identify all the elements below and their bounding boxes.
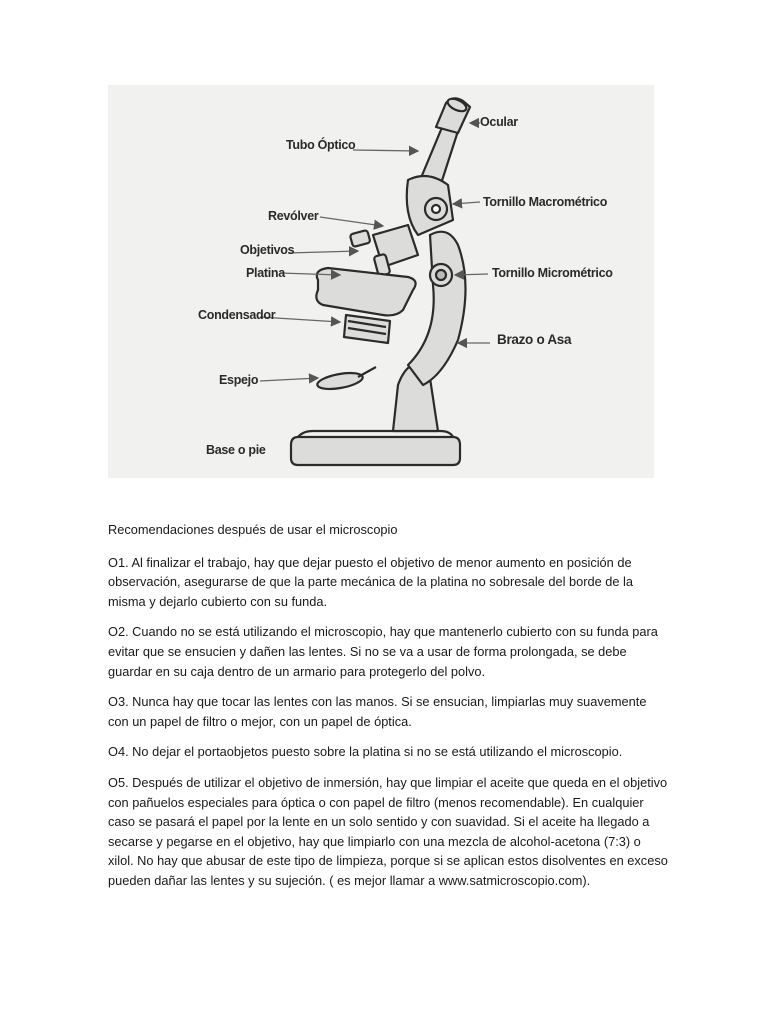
label-condensador: Condensador (198, 308, 276, 322)
label-tornillo-micrometrico: Tornillo Micrométrico (492, 266, 613, 280)
label-espejo: Espejo (219, 373, 259, 387)
microscope-diagram (108, 85, 654, 478)
paragraph-o4: O4. No dejar el portaobjetos puesto sobre la platina si no se está utilizando el microscopio. (108, 744, 623, 760)
label-base-o-pie: Base o pie (206, 443, 266, 457)
section-heading: Recomendaciones después de usar el microscopio (108, 522, 398, 537)
label-revolver: Revólver (268, 209, 319, 223)
paragraph-o5: O5. Después de utilizar el objetivo de inmersión, hay que limpiar el aceite que queda en el objetivo con pañuelos especiales para óptica o con papel de filtro (menos recomendable). En cualquier caso se pasará el papel por la lente en un solo sentido y con suavidad. Si el aceite ha llegado a secarse y pegarse en el objetivo, hay que limpiarlo con una mezcla de alcohol-acetona (7:3) o xilol. No hay que abusar de este tipo de limpieza, porque si se aplican estos disolventes en exceso pueden dañar las lentes y su sujeción. ( es mejor llamar a www.satmicroscopio.com). (108, 774, 668, 888)
label-brazo-o-asa: Brazo o Asa (497, 332, 572, 347)
label-platina: Platina (246, 266, 285, 280)
label-tornillo-macrometrico: Tornillo Macrométrico (483, 195, 608, 209)
microscope-illustration (108, 85, 654, 478)
paragraph-o3: O3. Nunca hay que tocar las lentes con las manos. Si se ensucian, limpiarlas muy suavemente con un papel de filtro o mejor, con un papel de óptica. (108, 694, 647, 729)
label-ocular: Ocular (480, 115, 518, 129)
label-tubo-optico: Tubo Óptico (286, 138, 356, 152)
recommendations-section (108, 520, 668, 902)
paragraph-o2: O2. Cuando no se está utilizando el microscopio, hay que mantenerlo cubierto con su funda para evitar que se ensucien y dañen las lentes. Si no se va a usar de forma prolongada, se debe guardar en su caja dentro de un armario para protegerlo del polvo. (108, 624, 658, 679)
label-objetivos: Objetivos (240, 243, 295, 257)
paragraph-o1: O1. Al finalizar el trabajo, hay que dejar puesto el objetivo de menor aumento en posición de observación, asegurarse de que la parte mecánica de la platina no sobresale del borde de la misma y dejarlo cubierto con su funda. (108, 554, 634, 609)
